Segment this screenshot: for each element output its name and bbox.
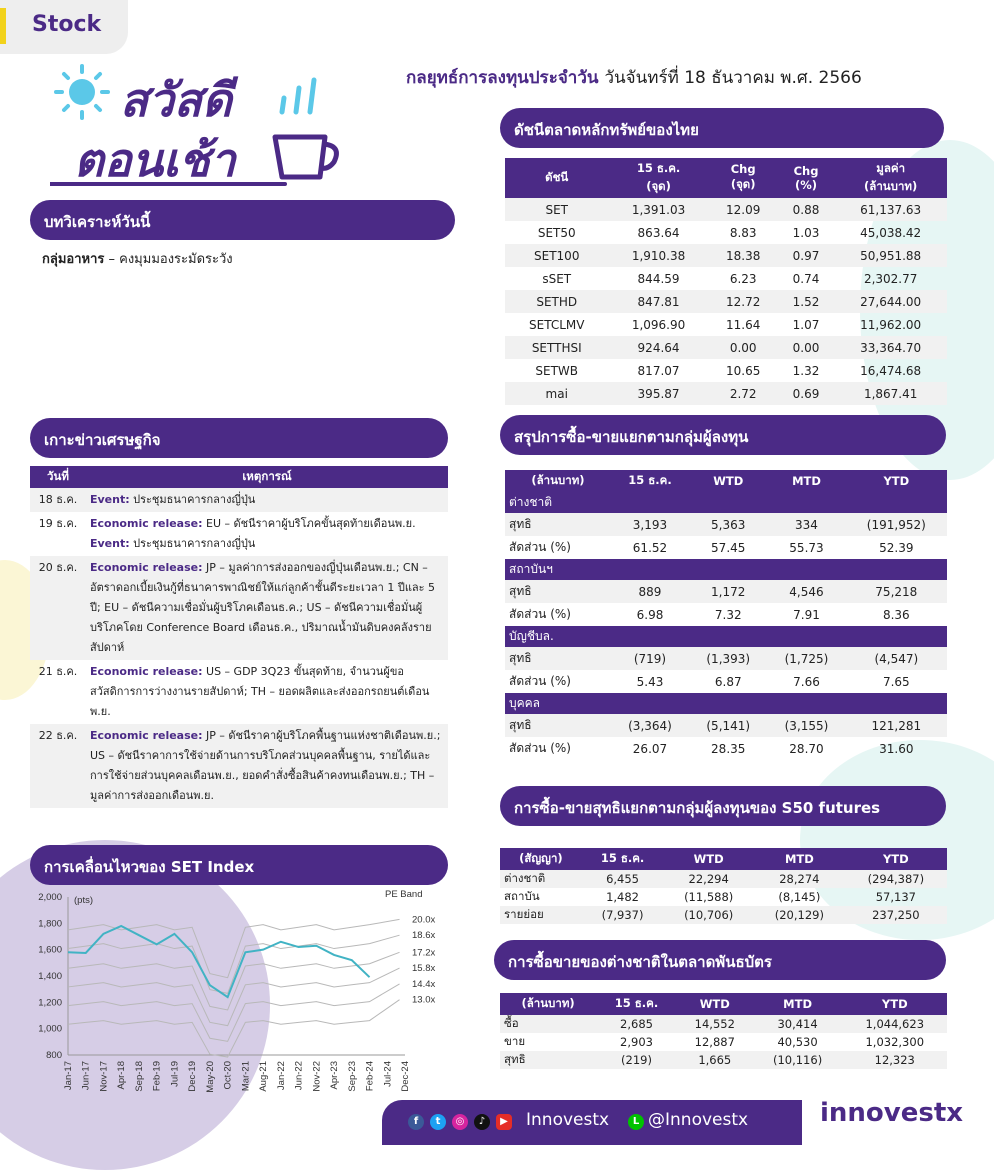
idx-row bbox=[505, 267, 947, 290]
investor-group-row bbox=[505, 693, 947, 714]
x-tick-label: Aug-21 bbox=[258, 1061, 270, 1092]
idx-cell: 1.32 bbox=[792, 363, 820, 378]
x-tick-label: Sep-18 bbox=[133, 1061, 145, 1092]
investor-cell: 1,172 bbox=[689, 580, 767, 603]
bond-row bbox=[500, 1051, 947, 1069]
bond-cell: 2,903 bbox=[620, 1035, 653, 1049]
investor-group-row bbox=[505, 492, 947, 513]
news-text: JP – ดัชนีราคาผู้บริโภคพื้นฐานแห่งชาติเดือนพ.ย.; US – ดัชนีราคาการใช้จ่ายด้านการบริโภคส่วนบุคคลพื้นฐาน, รายได้และการใช้จ่ายส่วนบุคคลเดือนพ.ย., ยอดคำสั่งซื้อสินค้าคงทนเดือนพ.ย.; TH – มูลค่าการส่งออกเดือนพ.ย. bbox=[90, 729, 441, 802]
investor-row bbox=[505, 513, 947, 536]
investor-row bbox=[505, 737, 947, 760]
idx-row bbox=[505, 244, 947, 267]
y-tick-label: 1,400 bbox=[38, 971, 62, 982]
line-icon[interactable]: L bbox=[628, 1114, 644, 1130]
x-tick-label: Apr-18 bbox=[116, 1061, 128, 1090]
idx-cell: 0.69 bbox=[778, 382, 835, 405]
fut-cell: รายย่อย bbox=[500, 906, 582, 924]
investor-cell: 121,281 bbox=[846, 714, 947, 737]
footer-handle-1[interactable]: Innovestx bbox=[526, 1110, 610, 1130]
idx-row bbox=[505, 336, 947, 359]
investor-cell: (4,547) bbox=[846, 647, 947, 670]
news-text: US – GDP 3Q23 ขั้นสุดท้าย, จำนวนผู้ขอสวัสดิการการว่างงานรายสัปดาห์; TH – ยอดผลิตและส่งออกรถยนต์เดือนพ.ย. bbox=[90, 665, 430, 718]
idx-cell: 924.64 bbox=[608, 336, 708, 359]
investor-group-row bbox=[505, 626, 947, 647]
idx-cell: sSET bbox=[542, 271, 572, 286]
news-row bbox=[30, 556, 448, 660]
x-tick-label: Apr-23 bbox=[329, 1061, 341, 1090]
set-index-chart bbox=[10, 885, 450, 1095]
x-tick-label: Dec-19 bbox=[187, 1061, 199, 1092]
pe-band-label: 17.2x bbox=[412, 947, 436, 959]
idx-cell: 50,951.88 bbox=[834, 244, 947, 267]
instagram-icon[interactable]: ◎ bbox=[452, 1114, 468, 1130]
index-heading: ดัชนีตลาดหลักทรัพย์ของไทย bbox=[500, 108, 944, 148]
investor-cell: 6.98 bbox=[636, 607, 664, 622]
investor-cell: 26.07 bbox=[632, 741, 668, 756]
news-col-date: วันที่ bbox=[30, 466, 86, 488]
bond-col-0: (ล้านบาท) bbox=[500, 993, 596, 1015]
y-tick-label: 800 bbox=[46, 1050, 62, 1061]
fut-cell: สถาบัน bbox=[504, 889, 540, 903]
fut-cell: 6,455 bbox=[582, 870, 664, 888]
investor-group-label: ต่างชาติ bbox=[505, 492, 947, 513]
investor-cell: สัดส่วน (%) bbox=[509, 540, 571, 554]
news-text: EU – ดัชนีราคาผู้บริโภคขั้นสุดท้ายเดือนพ.ย. bbox=[202, 517, 416, 530]
news-event bbox=[86, 660, 448, 724]
inv-col-2: WTD bbox=[689, 470, 767, 492]
investor-group-label: สถาบันฯ bbox=[505, 559, 947, 580]
idx-cell: 1,910.38 bbox=[608, 244, 708, 267]
news-text: JP – มูลค่าการส่งออกของญี่ปุ่นเดือนพ.ย.; CN – อัตราดอกเบี้ยเงินกู้ที่ธนาคารพาณิชย์ให้แก่ลูกค้าชั้นดีระยะเวลา 1 ปีและ 5 ปี; EU – ดัชนีความเชื่อมั่นผู้บริโภคเดือนธ.ค.; US – ดัชนีความเชื่อมั่นผู้บริโภคโดย Conference Board เดือนธ.ค., ปริมาณน้ำมันดิบคงคลังรายสัปดาห์ bbox=[90, 561, 436, 654]
bond-heading: การซื้อขายของต่างชาติในตลาดพันธบัตร bbox=[494, 940, 946, 980]
fut-cell: 22,294 bbox=[663, 870, 754, 888]
idx-cell: SETWB bbox=[535, 363, 579, 378]
idx-cell: 1,096.90 bbox=[631, 317, 686, 332]
stock-tab-label: Stock bbox=[32, 12, 102, 37]
idx-cell: 1.03 bbox=[792, 225, 820, 240]
fut-cell: 57,137 bbox=[875, 890, 916, 904]
greeting-line-1: สวัสดี bbox=[120, 73, 232, 127]
set-chart-heading: การเคลื่อนไหวของ SET Index bbox=[30, 845, 448, 885]
x-tick-label: Nov-22 bbox=[311, 1061, 323, 1092]
pe-band-label: 18.6x bbox=[412, 930, 436, 942]
investor-cell: 6.87 bbox=[714, 674, 742, 689]
investor-cell: 61.52 bbox=[632, 540, 668, 555]
idx-cell: 817.07 bbox=[637, 363, 680, 378]
investor-cell: 7.66 bbox=[793, 674, 820, 689]
idx-row bbox=[505, 313, 947, 336]
bond-col-2: WTD bbox=[677, 993, 753, 1015]
news-date: 21 ธ.ค. bbox=[38, 665, 78, 678]
tab-accent-bar bbox=[0, 8, 6, 44]
news-tag: Economic release: bbox=[90, 729, 203, 742]
investor-cell: สุทธิ bbox=[505, 580, 611, 603]
news-tag: Economic release: bbox=[90, 517, 203, 530]
investor-cell: 5,363 bbox=[689, 513, 767, 536]
investor-row bbox=[505, 714, 947, 737]
idx-cell: SETHD bbox=[505, 290, 608, 313]
bond-col-4: YTD bbox=[843, 993, 948, 1015]
index-table bbox=[505, 158, 947, 405]
bond-cell: ซื้อ bbox=[500, 1015, 596, 1033]
y-tick-label: 1,000 bbox=[38, 1023, 62, 1035]
investor-cell: (719) bbox=[611, 647, 689, 670]
x-tick-label: Dec-24 bbox=[400, 1061, 411, 1092]
x-tick-label: Mar-21 bbox=[240, 1061, 252, 1092]
fut-cell: 28,274 bbox=[754, 870, 845, 888]
idx-cell: 61,137.63 bbox=[834, 198, 947, 221]
pe-band-label: 20.0x bbox=[412, 914, 436, 926]
y-tick-label: 1,600 bbox=[38, 944, 62, 956]
pe-band-label: 13.0x bbox=[412, 994, 436, 1006]
x-tick-label: Sep-23 bbox=[346, 1061, 358, 1092]
investor-cell: สัดส่วน (%) bbox=[509, 674, 571, 688]
idx-cell: 1.07 bbox=[792, 317, 820, 332]
news-date: 18 ธ.ค. bbox=[30, 488, 86, 512]
x-tick-label: Oct-20 bbox=[222, 1061, 234, 1090]
strategy-title: กลยุทธ์การลงทุนประจำวัน bbox=[406, 68, 599, 88]
bond-row bbox=[500, 1015, 947, 1033]
analysis-sector: กลุ่มอาหาร bbox=[42, 252, 105, 267]
fut-col-2: WTD bbox=[663, 848, 754, 870]
footer-handle-2[interactable]: @Innovestx bbox=[648, 1110, 749, 1130]
idx-cell: 33,364.70 bbox=[834, 336, 947, 359]
idx-cell: 844.59 bbox=[637, 271, 680, 286]
investor-row bbox=[505, 603, 947, 626]
investor-cell: สุทธิ bbox=[505, 647, 611, 670]
x-tick-label: Nov-17 bbox=[98, 1061, 110, 1092]
news-date: 19 ธ.ค. bbox=[38, 517, 78, 530]
fut-cell: 237,250 bbox=[845, 906, 947, 924]
investor-cell: 334 bbox=[767, 513, 845, 536]
bond-cell: 1,032,300 bbox=[865, 1035, 925, 1049]
idx-cell: 1,867.41 bbox=[834, 382, 947, 405]
idx-cell: SET100 bbox=[505, 244, 608, 267]
investor-cell: 8.36 bbox=[882, 607, 910, 622]
x-tick-label: May-20 bbox=[204, 1061, 216, 1093]
idx-cell: 8.83 bbox=[729, 225, 757, 240]
news-event bbox=[86, 556, 448, 660]
x-tick-label: Feb-19 bbox=[151, 1061, 163, 1092]
investor-cell: สัดส่วน (%) bbox=[509, 607, 571, 621]
fut-col-3: MTD bbox=[754, 848, 845, 870]
idx-cell: 2,302.77 bbox=[863, 271, 918, 286]
news-row bbox=[30, 724, 448, 808]
investor-cell: (1,725) bbox=[767, 647, 845, 670]
idx-cell: 12.72 bbox=[709, 290, 778, 313]
fut-cell: (294,387) bbox=[845, 870, 947, 888]
bond-col-1: 15 ธ.ค. bbox=[596, 993, 677, 1015]
investor-cell: 889 bbox=[611, 580, 689, 603]
fut-cell: (7,937) bbox=[582, 906, 664, 924]
news-date: 22 ธ.ค. bbox=[30, 724, 86, 808]
bond-cell: 1,044,623 bbox=[843, 1015, 948, 1033]
investor-cell: 52.39 bbox=[879, 540, 914, 555]
idx-cell: 1,391.03 bbox=[608, 198, 708, 221]
fut-cell: (11,588) bbox=[684, 890, 734, 904]
innovestx-logo: innovestx bbox=[820, 1098, 964, 1128]
x-tick-label: Jun-17 bbox=[80, 1061, 92, 1091]
investor-cell: (1,393) bbox=[689, 647, 767, 670]
news-row bbox=[30, 660, 448, 724]
x-tick-label: Jun-22 bbox=[293, 1061, 305, 1091]
investor-group-row bbox=[505, 559, 947, 580]
investor-table bbox=[505, 470, 947, 760]
news-date: 20 ธ.ค. bbox=[30, 556, 86, 660]
page-title bbox=[406, 64, 862, 91]
bond-cell: (219) bbox=[596, 1051, 677, 1069]
investor-cell: 75,218 bbox=[846, 580, 947, 603]
news-row bbox=[30, 512, 448, 556]
bond-cell: 40,530 bbox=[777, 1035, 818, 1049]
idx-cell: mai bbox=[505, 382, 608, 405]
fut-cell: (20,129) bbox=[754, 906, 845, 924]
fut-cell: ต่างชาติ bbox=[500, 870, 582, 888]
bond-cell: 30,414 bbox=[753, 1015, 843, 1033]
bond-cell: 12,887 bbox=[694, 1035, 735, 1049]
investor-heading: สรุปการซื้อ-ขายแยกตามกลุ่มผู้ลงทุน bbox=[500, 415, 946, 455]
idx-cell: SETCLMV bbox=[529, 317, 585, 332]
idx-col-4: มูลค่า (ล้านบาท) bbox=[834, 158, 947, 198]
idx-col-2: Chg (จุด) bbox=[709, 158, 778, 198]
analysis-summary bbox=[42, 248, 233, 269]
tiktok-icon[interactable]: ♪ bbox=[474, 1114, 490, 1130]
investor-cell: 7.32 bbox=[714, 607, 742, 622]
investor-row bbox=[505, 580, 947, 603]
news-event bbox=[86, 488, 448, 512]
idx-cell: 10.65 bbox=[725, 363, 761, 378]
fut-cell: (10,706) bbox=[663, 906, 754, 924]
investor-cell: สุทธิ bbox=[505, 714, 611, 737]
bond-cell: ขาย bbox=[504, 1034, 526, 1048]
investor-cell: 57.45 bbox=[711, 540, 746, 555]
idx-cell: SETTHSI bbox=[505, 336, 608, 359]
y-tick-label: 1,200 bbox=[38, 997, 62, 1009]
idx-row bbox=[505, 290, 947, 313]
news-text: ประชุมธนาคารกลางญี่ปุ่น bbox=[129, 537, 256, 550]
bond-col-3: MTD bbox=[753, 993, 843, 1015]
idx-col-3: Chg (%) bbox=[778, 158, 835, 198]
y-tick-label: 2,000 bbox=[38, 892, 62, 903]
investor-cell: 5.43 bbox=[636, 674, 664, 689]
bond-table bbox=[500, 993, 947, 1069]
x-tick-label: Jul-24 bbox=[382, 1061, 394, 1087]
stock-tab[interactable] bbox=[0, 0, 128, 54]
y-tick-label: 1,800 bbox=[38, 918, 62, 930]
fut-col-4: YTD bbox=[845, 848, 947, 870]
news-heading: เกาะข่าวเศรษฐกิจ bbox=[30, 418, 448, 458]
idx-cell: 11,962.00 bbox=[860, 317, 922, 332]
idx-cell: 0.74 bbox=[792, 271, 820, 286]
investor-cell: สัดส่วน (%) bbox=[509, 741, 571, 755]
bond-cell: 14,552 bbox=[677, 1015, 753, 1033]
pe-band-label: 15.8x bbox=[412, 963, 436, 975]
bond-cell: 2,685 bbox=[596, 1015, 677, 1033]
x-tick-label: Jul-19 bbox=[169, 1061, 181, 1087]
idx-cell: 18.38 bbox=[709, 244, 778, 267]
idx-col-0: ดัชนี bbox=[505, 158, 608, 198]
investor-cell: สุทธิ bbox=[505, 513, 611, 536]
idx-cell: 2.72 bbox=[709, 382, 778, 405]
x-tick-label: Jan-22 bbox=[275, 1061, 287, 1091]
news-table bbox=[30, 466, 448, 808]
investor-cell: 7.65 bbox=[882, 674, 910, 689]
fut-row bbox=[500, 888, 947, 906]
news-col-event: เหตุการณ์ bbox=[86, 466, 448, 488]
inv-col-1: 15 ธ.ค. bbox=[611, 470, 689, 492]
analysis-heading: บทวิเคราะห์วันนี้ bbox=[30, 200, 455, 240]
investor-cell: (191,952) bbox=[846, 513, 947, 536]
investor-cell: (3,364) bbox=[611, 714, 689, 737]
greeting-line-2: ตอนเช้า bbox=[74, 133, 236, 187]
investor-cell: 31.60 bbox=[879, 741, 914, 756]
x-tick-label: Jan-17 bbox=[63, 1061, 74, 1091]
x-tick-label: Feb-24 bbox=[364, 1061, 376, 1092]
news-row bbox=[30, 488, 448, 512]
news-tag: Event: bbox=[90, 493, 130, 506]
report-date: วันจันทร์ที่ 18 ธันวาคม พ.ศ. 2566 bbox=[604, 68, 862, 88]
fut-row bbox=[500, 870, 947, 888]
investor-group-label: บัญชีบล. bbox=[505, 626, 947, 647]
investor-cell: 3,193 bbox=[611, 513, 689, 536]
idx-cell: 27,644.00 bbox=[834, 290, 947, 313]
fut-cell: 1,482 bbox=[606, 890, 640, 904]
idx-cell: 0.88 bbox=[778, 198, 835, 221]
idx-row bbox=[505, 221, 947, 244]
idx-cell: SET50 bbox=[537, 225, 576, 240]
fut-col-0: (สัญญา) bbox=[500, 848, 582, 870]
investor-cell: (3,155) bbox=[767, 714, 845, 737]
pe-band-label: 14.4x bbox=[412, 978, 436, 990]
y-unit-label: (pts) bbox=[74, 895, 93, 906]
inv-col-0: (ล้านบาท) bbox=[505, 470, 611, 492]
bond-cell: 1,665 bbox=[677, 1051, 753, 1069]
fut-row bbox=[500, 906, 947, 924]
idx-cell: 45,038.42 bbox=[860, 225, 922, 240]
bond-row bbox=[500, 1033, 947, 1051]
idx-cell: 847.81 bbox=[608, 290, 708, 313]
youtube-icon[interactable]: ▶ bbox=[496, 1114, 512, 1130]
idx-cell: 16,474.68 bbox=[860, 363, 922, 378]
inv-col-3: MTD bbox=[767, 470, 845, 492]
investor-cell: 55.73 bbox=[789, 540, 824, 555]
news-tag: Event: bbox=[90, 537, 130, 550]
investor-cell: 28.70 bbox=[789, 741, 824, 756]
idx-cell: 863.64 bbox=[637, 225, 680, 240]
footer-bar bbox=[382, 1100, 802, 1145]
analysis-text: – คงมุมมองระมัดระวัง bbox=[104, 252, 233, 267]
bond-cell: สุทธิ bbox=[500, 1051, 596, 1069]
futures-heading: การซื้อ-ขายสุทธิแยกตามกลุ่มผู้ลงทุนของ S50 futures bbox=[500, 786, 946, 826]
inv-col-4: YTD bbox=[846, 470, 947, 492]
fut-col-1: 15 ธ.ค. bbox=[582, 848, 664, 870]
investor-cell: 28.35 bbox=[711, 741, 746, 756]
idx-cell: SET bbox=[505, 198, 608, 221]
investor-row bbox=[505, 536, 947, 559]
investor-cell: (5,141) bbox=[689, 714, 767, 737]
investor-group-label: บุคคล bbox=[505, 693, 947, 714]
set-index-line bbox=[68, 926, 370, 997]
pe-band-title: PE Band bbox=[385, 889, 423, 900]
idx-cell: 0.97 bbox=[778, 244, 835, 267]
idx-cell: 6.23 bbox=[729, 271, 757, 286]
idx-cell: 395.87 bbox=[608, 382, 708, 405]
news-tag: Economic release: bbox=[90, 561, 203, 574]
idx-cell: 0.00 bbox=[709, 336, 778, 359]
idx-row bbox=[505, 198, 947, 221]
investor-cell: 4,546 bbox=[767, 580, 845, 603]
news-tag: Economic release: bbox=[90, 665, 203, 678]
news-event bbox=[86, 512, 448, 556]
idx-row bbox=[505, 359, 947, 382]
investor-row bbox=[505, 647, 947, 670]
fut-cell: (8,145) bbox=[778, 890, 821, 904]
futures-table bbox=[500, 848, 947, 924]
news-text: ประชุมธนาคารกลางญี่ปุ่น bbox=[129, 493, 256, 506]
news-event bbox=[86, 724, 448, 808]
bond-cell: 12,323 bbox=[843, 1051, 948, 1069]
investor-cell: 7.91 bbox=[793, 607, 820, 622]
bond-cell: (10,116) bbox=[753, 1051, 843, 1069]
facebook-icon[interactable]: f bbox=[408, 1114, 424, 1130]
idx-col-1: 15 ธ.ค. (จุด) bbox=[608, 158, 708, 198]
idx-cell: 12.09 bbox=[709, 198, 778, 221]
twitter-icon[interactable]: t bbox=[430, 1114, 446, 1130]
idx-row bbox=[505, 382, 947, 405]
idx-cell: 1.52 bbox=[778, 290, 835, 313]
idx-cell: 0.00 bbox=[778, 336, 835, 359]
investor-row bbox=[505, 670, 947, 693]
greeting-logo bbox=[50, 62, 350, 192]
idx-cell: 11.64 bbox=[725, 317, 761, 332]
